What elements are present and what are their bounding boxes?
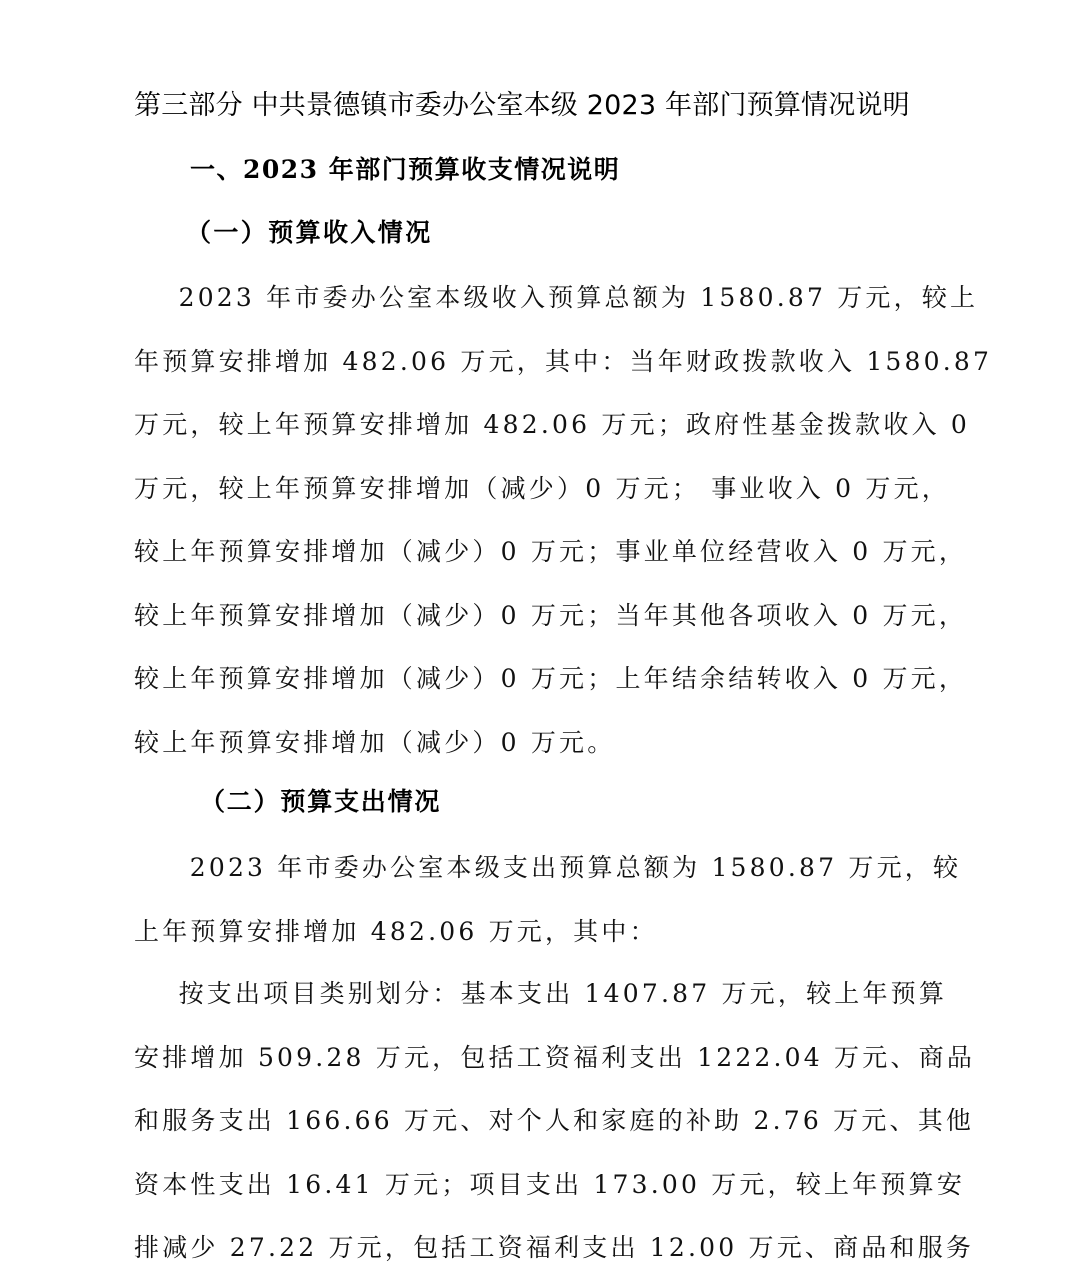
income-paragraph	[134, 266, 993, 774]
paragraph-line: 较上年预算安排增加（减少）0 万元。	[134, 727, 616, 757]
paragraph-line: 较上年预算安排增加（减少）0 万元；上年结余结转收入 0 万元，	[134, 664, 968, 693]
paragraph-line: 和服务支出 166.66 万元、对个人和家庭的补助 2.76 万元、其他	[134, 1106, 975, 1135]
paragraph-line: 按支出项目类别划分：基本支出 1407.87 万元，较上年预算	[134, 979, 948, 1008]
paragraph-line: 安排增加 509.28 万元，包括工资福利支出 1222.04 万元、商品	[134, 1042, 976, 1072]
paragraph-line: 2023 年市委办公室本级支出预算总额为 1580.87 万元，较	[134, 853, 962, 882]
paragraph-line: 排减少 27.22 万元，包括工资福利支出 12.00 万元、商品和服务	[134, 1233, 975, 1262]
page-title: 第三部分 中共景德镇市委办公室本级 2023 年部门预算情况说明	[134, 90, 910, 121]
paragraph-line: 较上年预算安排增加（减少）0 万元；当年其他各项收入 0 万元，	[134, 600, 968, 630]
paragraph-line: 年预算安排增加 482.06 万元，其中：当年财政拨款收入 1580.87	[134, 346, 993, 376]
paragraph-line: 2023 年市委办公室本级收入预算总额为 1580.87 万元，较上	[134, 283, 979, 312]
paragraph-line: 较上年预算安排增加（减少）0 万元；事业单位经营收入 0 万元，	[134, 537, 968, 566]
paragraph-line: 万元，较上年预算安排增加 482.06 万元；政府性基金拨款收入 0	[134, 410, 971, 439]
paragraph-line: 上年预算安排增加 482.06 万元，其中：	[134, 916, 658, 946]
expense-heading: （二）预算支出情况	[200, 787, 442, 816]
income-heading: （一）预算收入情况	[186, 218, 433, 247]
section-heading: 一、2023 年部门预算收支情况说明	[190, 155, 621, 184]
paragraph-line: 万元，较上年预算安排增加（减少）0 万元； 事业收入 0 万元，	[134, 473, 951, 503]
paragraph-line: 资本性支出 16.41 万元；项目支出 173.00 万元，较上年预算安	[134, 1169, 966, 1199]
category-paragraph	[134, 962, 976, 1280]
expense-paragraph	[134, 836, 962, 963]
